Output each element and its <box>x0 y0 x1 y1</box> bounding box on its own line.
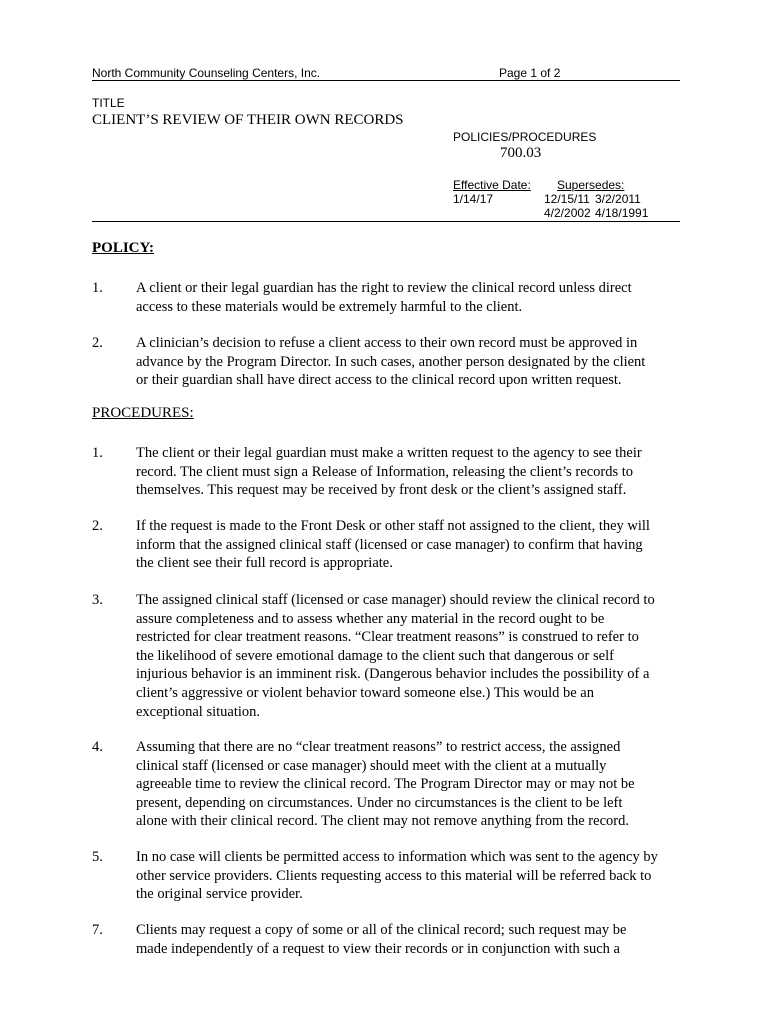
procedure-item <box>92 517 682 573</box>
item-text <box>136 517 684 573</box>
item-text <box>136 334 684 390</box>
supersedes-date: 4/18/1991 <box>595 206 649 220</box>
supersedes-date: 3/2/2011 <box>595 192 641 206</box>
effective-date: 1/14/17 <box>453 192 494 206</box>
text-line: exceptional situation. <box>136 703 261 720</box>
procedure-item <box>92 444 682 500</box>
item-number: 4. <box>92 739 103 755</box>
text-line: Assuming that there are no “clear treatment reasons” to restrict access, the assigned <box>136 739 621 755</box>
document-title: CLIENT’S REVIEW OF THEIR OWN RECORDS <box>92 112 404 128</box>
item-number: 2. <box>92 335 103 351</box>
item-text <box>136 921 684 958</box>
policies-procedures-label: POLICIES/PROCEDURES <box>453 130 597 144</box>
text-line: inform that the assigned clinical staff (licensed or case manager) to confirm that having <box>136 536 643 553</box>
header-divider <box>92 221 680 222</box>
item-text <box>136 279 684 316</box>
text-line: The assigned clinical staff (licensed or case manager) should review the clinical record to <box>136 592 655 608</box>
title-label: TITLE <box>92 96 125 110</box>
policy-item <box>92 334 682 390</box>
procedure-item <box>92 738 682 831</box>
text-line: made independently of a request to view their records or in conjunction with such a <box>136 940 620 957</box>
policy-item <box>92 279 682 316</box>
item-number: 1. <box>92 445 103 461</box>
organization-name: North Community Counseling Centers, Inc. <box>92 66 321 80</box>
item-number: 7. <box>92 922 103 938</box>
text-line: client’s aggressive or violent behavior toward someone else.) This would be an <box>136 684 594 701</box>
text-line: If the request is made to the Front Desk or other staff not assigned to the client, they will <box>136 518 650 534</box>
item-text <box>136 738 684 831</box>
text-line: A clinician’s decision to refuse a client access to their own record must be approved in <box>136 335 638 351</box>
text-line: the likelihood of severe emotional damage to the client such that dangerous or self <box>136 647 614 664</box>
text-line: restricted for clear treatment reasons. “Clear treatment reasons” is construed to refer to <box>136 629 639 646</box>
text-line: The client or their legal guardian must make a written request to the agency to see their <box>136 445 642 461</box>
text-line: the client see their full record is appropriate. <box>136 555 393 572</box>
text-line: assure completeness and to assess whether any material in the record ought to be <box>136 610 605 627</box>
text-line: agreeable time to review the clinical record. The Program Director may or may not be <box>136 776 635 793</box>
text-line: access to these materials would be extremely harmful to the client. <box>136 298 523 315</box>
text-line: alone with their clinical record. The client may not remove anything from the record. <box>136 813 629 830</box>
policy-heading: POLICY: <box>92 240 154 256</box>
item-number: 2. <box>92 518 103 534</box>
item-number: 5. <box>92 849 103 865</box>
procedure-item <box>92 591 682 721</box>
text-line: present, depending on circumstances. Under no circumstances is the client to be left <box>136 794 623 811</box>
item-number: 3. <box>92 592 103 608</box>
item-number: 1. <box>92 280 103 296</box>
text-line: In no case will clients be permitted access to information which was sent to the agency by <box>136 849 658 865</box>
page-header <box>92 66 680 81</box>
item-text <box>136 848 684 904</box>
text-line: A client or their legal guardian has the right to review the clinical record unless direct <box>136 280 632 296</box>
text-line: clinical staff (licensed or case manager) should meet with the client at a mutually <box>136 757 607 774</box>
policy-number: 700.03 <box>500 145 542 161</box>
text-line: themselves. This request may be received by front desk or the client’s assigned staff. <box>136 482 627 499</box>
supersedes-date: 12/15/11 <box>544 192 590 206</box>
supersedes-date: 4/2/2002 <box>544 206 591 220</box>
procedure-item <box>92 921 682 958</box>
text-line: other service providers. Clients requesting access to this material will be referred back to <box>136 867 652 884</box>
supersedes-label: Supersedes: <box>557 178 625 192</box>
effective-date-label: Effective Date: <box>453 178 531 192</box>
procedure-item <box>92 848 682 904</box>
text-line: or their guardian shall have direct access to the clinical record upon written request. <box>136 372 622 389</box>
text-line: advance by the Program Director. In such cases, another person designated by the client <box>136 353 646 370</box>
item-text <box>136 444 684 500</box>
text-line: injurious behavior is an imminent risk. (Dangerous behavior includes the possibility of a <box>136 666 650 683</box>
page-number: Page 1 of 2 <box>499 66 561 80</box>
item-text <box>136 591 684 721</box>
procedures-heading: PROCEDURES: <box>92 405 194 421</box>
text-line: Clients may request a copy of some or all of the clinical record; such request may be <box>136 922 627 938</box>
text-line: the original service provider. <box>136 886 303 903</box>
text-line: record. The client must sign a Release of Information, releasing the client’s records to <box>136 463 634 480</box>
